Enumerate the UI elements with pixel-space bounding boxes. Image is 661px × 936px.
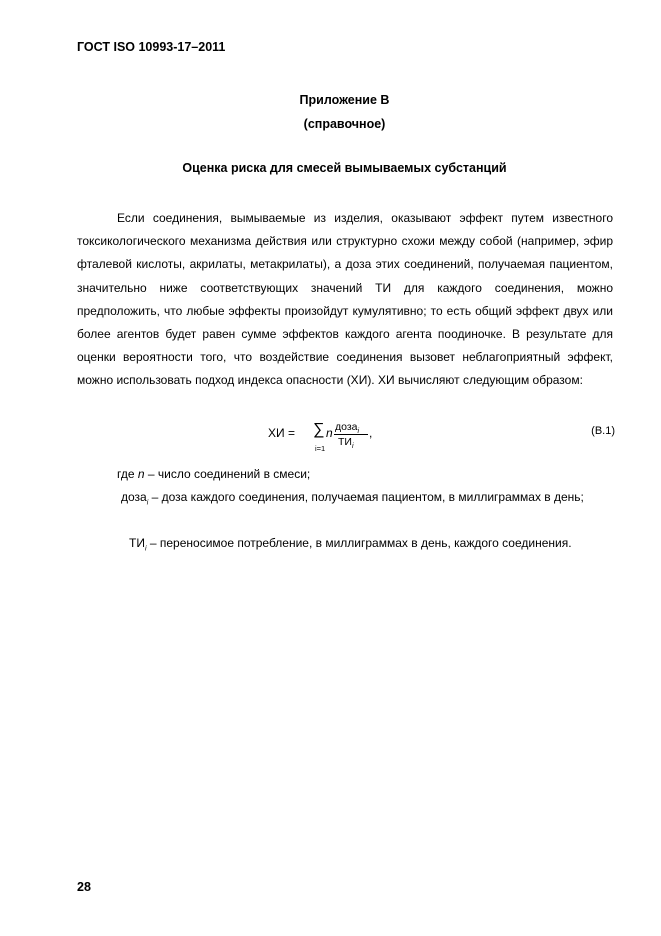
formula-comma: , bbox=[369, 426, 373, 440]
page-number: 28 bbox=[77, 880, 91, 894]
annex-heading: Оценка риска для смесей вымываемых субстанций bbox=[182, 161, 507, 175]
body-paragraph bbox=[77, 207, 613, 393]
sum-lower-limit: i=1 bbox=[315, 444, 326, 453]
definition-dose: доза$_i$ – доза каждого соединения, получаемая пациентом, в миллиграммах в день; bbox=[121, 490, 584, 507]
definition-ti: $ТИ_i$ – переносимое потребление, в миллиграммах в день, каждого соединения. bbox=[129, 536, 572, 553]
formula-numerator: доза$_i$ bbox=[335, 421, 360, 436]
body-paragraph-text: Если соединения, вымываемые из изделия, оказывают эффект путем известного токсикологического механизма действия или структурно схожи между собой (например, эфир фталевой кислоты, акрилаты, метакрилаты), а доза этих соединений, получаемая пациентом, значительно ниже соответствующих значений ТИ для каждого соединения, можно предположить, что любые эффекты произойдут кумулятивно; то есть общий эффект двух или более агентов будет равен сумме эффектов каждого агента поодиночке. В результате для оценки вероятности того, что воздействие соединения вызовет неблагоприятный эффект, можно использовать подход индекса опасности (ХИ). ХИ вычисляют следующим образом: bbox=[77, 211, 613, 388]
document-header: ГОСТ ISO 10993-17–2011 bbox=[77, 40, 226, 54]
sum-upper-limit: n bbox=[326, 426, 333, 440]
formula-lhs: ХИ = bbox=[268, 426, 295, 440]
annex-type: (справочное) bbox=[303, 117, 386, 131]
annex-title: Приложение В bbox=[299, 93, 390, 107]
formula-denominator: $ТИ_i$ bbox=[338, 436, 354, 451]
formula-b1 bbox=[268, 420, 388, 456]
equation-number: (В.1) bbox=[591, 425, 615, 437]
sum-symbol: ∑ bbox=[313, 421, 325, 438]
fraction-bar bbox=[334, 434, 368, 435]
definition-n: где n – число соединений в смеси; bbox=[117, 467, 311, 481]
